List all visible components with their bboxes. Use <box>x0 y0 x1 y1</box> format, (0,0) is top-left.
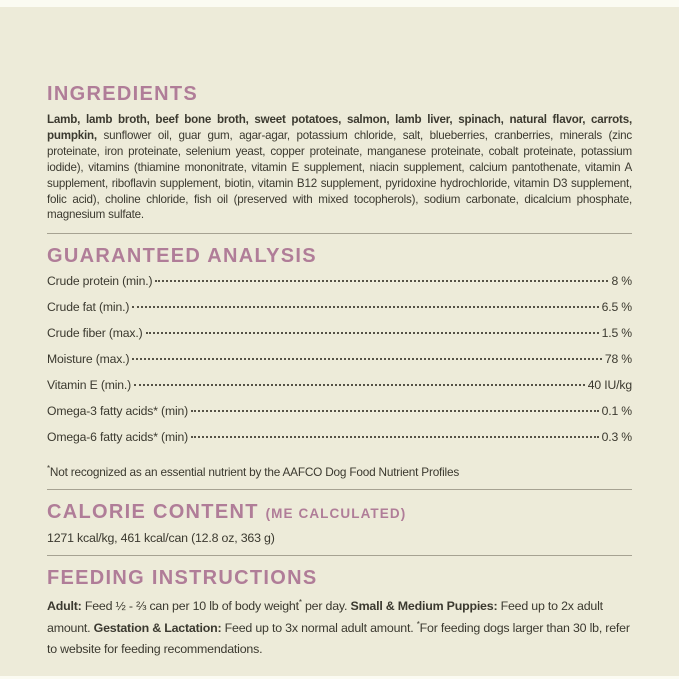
guaranteed-analysis-section <box>47 246 632 479</box>
section-divider <box>47 489 632 490</box>
analysis-row-label: Moisture (max.) <box>47 352 130 367</box>
analysis-row-value: 6.5 % <box>601 300 632 315</box>
analysis-row <box>47 378 632 404</box>
dot-leader <box>191 410 599 412</box>
puppies-label: Small & Medium Puppies: <box>350 599 498 614</box>
analysis-row-value: 8 % <box>611 274 632 289</box>
analysis-row-value: 1.5 % <box>601 326 632 341</box>
analysis-row-label: Vitamin E (min.) <box>47 378 132 393</box>
calorie-heading-main: CALORIE CONTENT <box>47 501 259 524</box>
dot-leader <box>134 384 585 386</box>
ingredients-first-line: Lamb, lamb broth, beef bone broth, sweet potatoes, salmon, lamb liver, spinach, natural flavor, carrots, pumpkin, <box>47 113 632 142</box>
weight-note-asterisk: * <box>298 598 302 608</box>
me-calculated-suffix: (ME CALCULATED) <box>265 506 407 522</box>
adult-text: Feed ½ - ⅔ can per 10 lb of body weight <box>81 599 299 614</box>
ingredients-rest: sunflower oil, guar gum, agar-agar, potassium chloride, salt, blueberries, cranberries, minerals (zinc proteinate, iron proteinate, selenium yeast, copper proteinate, manganese proteinate, cobalt proteinate, potassium iodide), vitamins (thiamine mononitrate, vitamin E supplement, niacin supplement, calcium pantothenate, vitamin A supplement, riboflavin supplement, biotin, vitamin B12 supplement, pyridoxine hydrochloride, vitamin D3 supplement, folic acid), choline chloride, fish oil (preserved with mixed tocopherols), sodium carbonate, dicalcium phosphate, magnesium sulfate. <box>47 128 632 222</box>
gestation-label: Gestation & Lactation: <box>93 620 222 635</box>
adult-label: Adult: <box>47 599 82 614</box>
dot-leader <box>132 306 598 308</box>
dot-leader <box>146 332 599 334</box>
analysis-row-value: 40 IU/kg <box>587 378 632 393</box>
feeding-instructions-paragraph <box>47 596 632 661</box>
analysis-row-label: Crude fiber (max.) <box>47 326 143 341</box>
analysis-row <box>47 274 632 300</box>
dot-leader <box>132 358 601 360</box>
analysis-row-label: Crude fat (min.) <box>47 300 130 315</box>
guaranteed-analysis-heading: GUARANTEED ANALYSIS <box>47 245 317 268</box>
analysis-row-label: Omega-3 fatty acids* (min) <box>47 404 189 419</box>
analysis-row-value: 0.1 % <box>601 404 632 419</box>
ingredients-section <box>47 84 632 223</box>
feeding-instructions-heading: FEEDING INSTRUCTIONS <box>47 567 318 590</box>
analysis-row <box>47 404 632 430</box>
ingredients-paragraph <box>47 112 632 223</box>
analysis-row-value: 78 % <box>604 352 632 367</box>
guaranteed-analysis-table <box>47 274 632 456</box>
adult-text-after: per day. <box>301 599 351 614</box>
analysis-row <box>47 430 632 456</box>
ingredients-heading: INGREDIENTS <box>47 83 198 105</box>
aafco-footnote <box>47 465 632 479</box>
analysis-row <box>47 352 632 378</box>
analysis-row <box>47 300 632 326</box>
calorie-content-section <box>47 502 632 545</box>
analysis-row-label: Omega-6 fatty acids* (min) <box>47 430 189 445</box>
analysis-row <box>47 326 632 352</box>
footnote-asterisk: * <box>47 464 50 474</box>
dot-leader <box>191 436 599 438</box>
calorie-content-heading <box>47 502 632 524</box>
puppies-text: Feed up to 2x adult amount. <box>47 599 603 635</box>
aafco-footnote-text: Not recognized as an essential nutrient by the AAFCO Dog Food Nutrient Profiles <box>49 465 460 480</box>
dot-leader <box>155 280 608 282</box>
calorie-values: 1271 kcal/kg, 461 kcal/can (12.8 oz, 363 g) <box>47 531 275 546</box>
section-divider <box>47 555 632 556</box>
section-divider <box>47 233 632 234</box>
feeding-footnote-text: For feeding dogs larger than 30 lb, refer to website for feeding recommendations. <box>47 620 630 657</box>
analysis-row-value: 0.3 % <box>601 430 632 445</box>
feeding-instructions-section <box>47 568 632 661</box>
gestation-text: Feed up to 3x normal adult amount. <box>221 620 417 635</box>
analysis-row-label: Crude protein (min.) <box>47 274 153 289</box>
label-content <box>47 84 632 661</box>
feeding-footnote-asterisk: * <box>416 619 420 629</box>
